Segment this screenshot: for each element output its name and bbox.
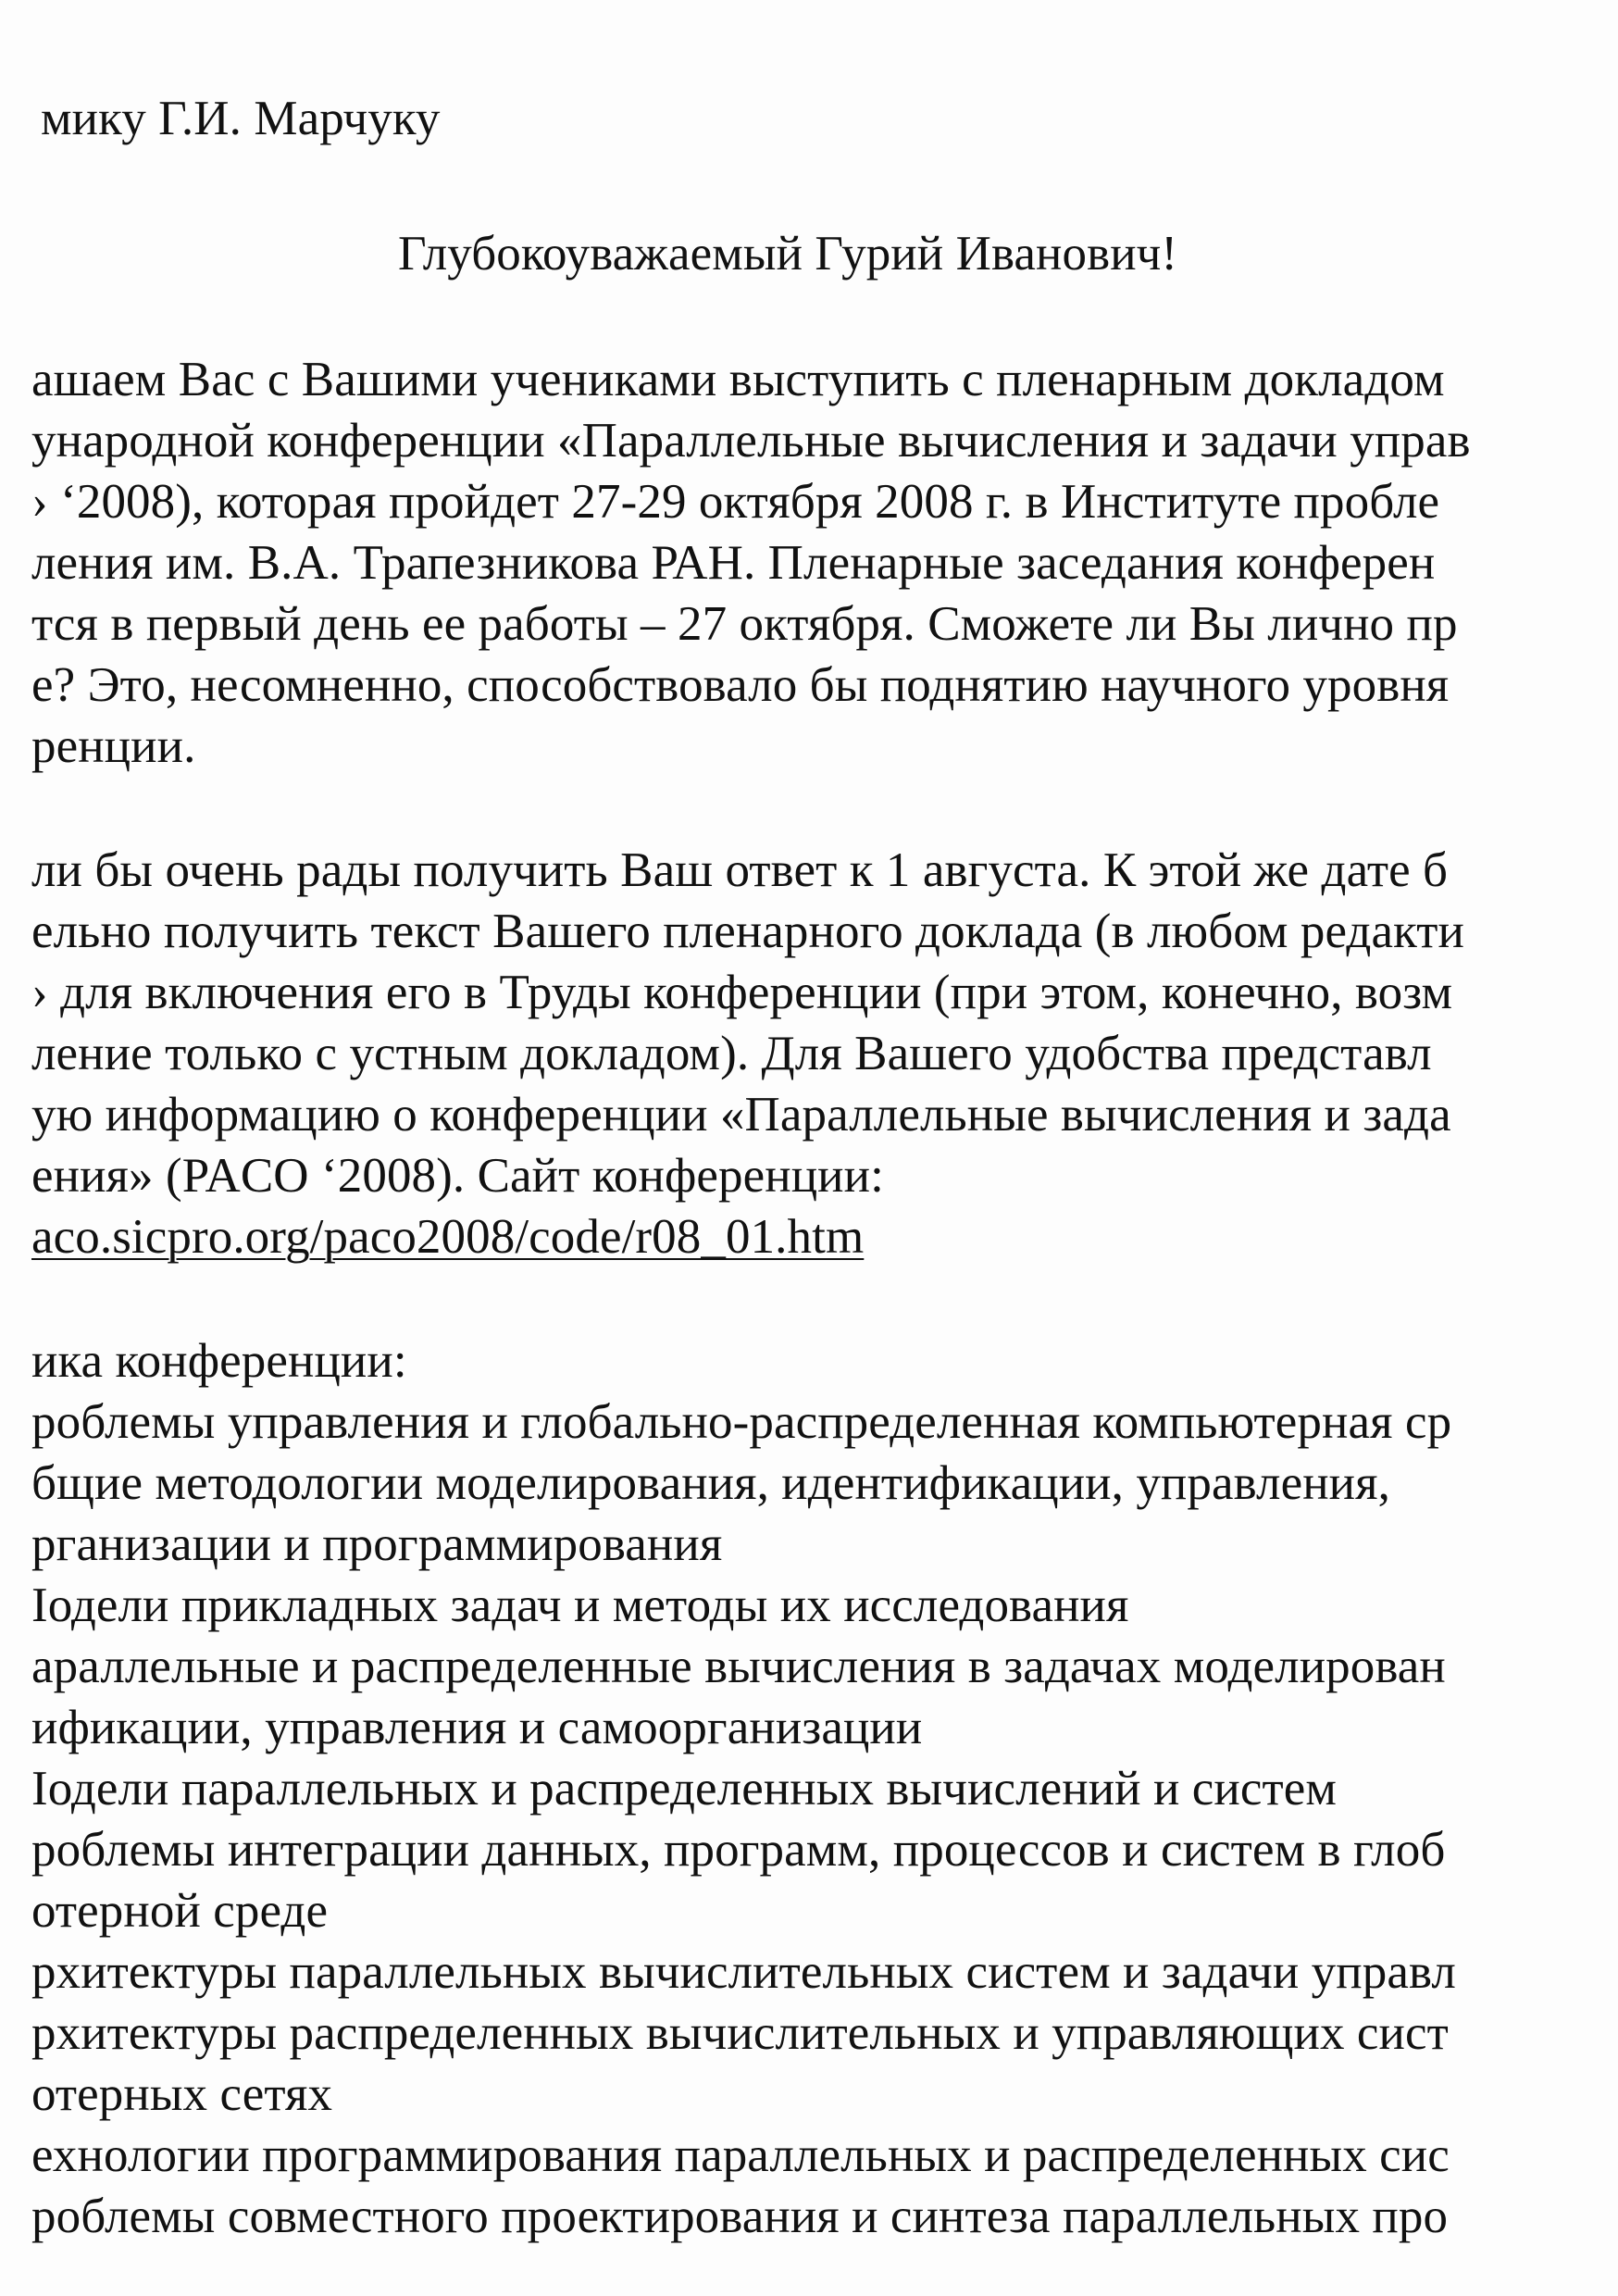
topic-line: роблемы интеграции данных, программ, процессов и систем в глоб [31, 1823, 1446, 1877]
conference-site-link[interactable]: aco.sicpro.org/paco2008/code/r08_01.htm [31, 1210, 865, 1264]
paragraph2-line: ли бы очень рады получить Ваш ответ к 1 августа. К этой же дате б [31, 843, 1449, 897]
paragraph2-line: ения» (PACO ‘2008). Сайт конференции: [31, 1149, 884, 1203]
topic-line: Іодели параллельных и распределенных вычислений и систем [31, 1762, 1338, 1816]
paragraph2-line: ление только с устным докладом). Для Вашего удобства представл [31, 1027, 1432, 1080]
topic-line: рганизации и программирования [31, 1517, 723, 1571]
topics-heading: ика конференции: [31, 1334, 407, 1388]
topic-line: ификации, управления и самоорганизации [31, 1701, 923, 1754]
topic-line: отерной среде [31, 1884, 329, 1938]
topic-line: ехнологии программирования параллельных и распределенных сис [31, 2128, 1450, 2182]
topic-line: роблемы управления и глобально-распределенная компьютерная ср [31, 1395, 1452, 1449]
paragraph2-line: › для включения его в Труды конференции (при этом, конечно, возм [31, 966, 1453, 1019]
paragraph1-line: › ‘2008), которая пройдет 27-29 октября 2008 г. в Институте пробле [31, 475, 1440, 529]
paragraph1-line: ународной конференции «Параллельные вычисления и задачи управ [31, 414, 1471, 468]
topic-line: араллельные и распределенные вычисления в задачах моделирован [31, 1640, 1446, 1693]
paragraph2-line: ую информацию о конференции «Параллельные вычисления и зада [31, 1088, 1451, 1142]
salutation: Глубокоуважаемый Гурий Иванович! [398, 227, 1178, 281]
paragraph2-line: ельно получить текст Вашего пленарного доклада (в любом редакти [31, 905, 1464, 958]
paragraph1-line: ления им. В.А. Трапезникова РАН. Пленарные заседания конферен [31, 536, 1436, 590]
topic-line: Іодели прикладных задач и методы их исследования [31, 1578, 1129, 1632]
topic-line: роблемы совместного проектирования и синтеза параллельных про [31, 2190, 1449, 2243]
paragraph1-line: ашаем Вас с Вашими учениками выступить с пленарным докладом [31, 353, 1445, 406]
paragraph1-line: тся в первый день ее работы – 27 октября. Сможете ли Вы лично пр [31, 597, 1458, 651]
paragraph1-line: е? Это, несомненно, способствовало бы поднятию научного уровня [31, 658, 1450, 712]
paragraph1-line: ренции. [31, 719, 196, 773]
topic-line: рхитектуры распределенных вычислительных и управляющих сист [31, 2006, 1449, 2060]
topic-line: бщие методологии моделирования, идентификации, управления, [31, 1456, 1390, 1510]
addressee-line: мику Г.И. Марчуку [41, 92, 441, 145]
topic-line: рхитектуры параллельных вычислительных систем и задачи управл [31, 1945, 1456, 1999]
topic-line: отерных сетях [31, 2067, 333, 2121]
